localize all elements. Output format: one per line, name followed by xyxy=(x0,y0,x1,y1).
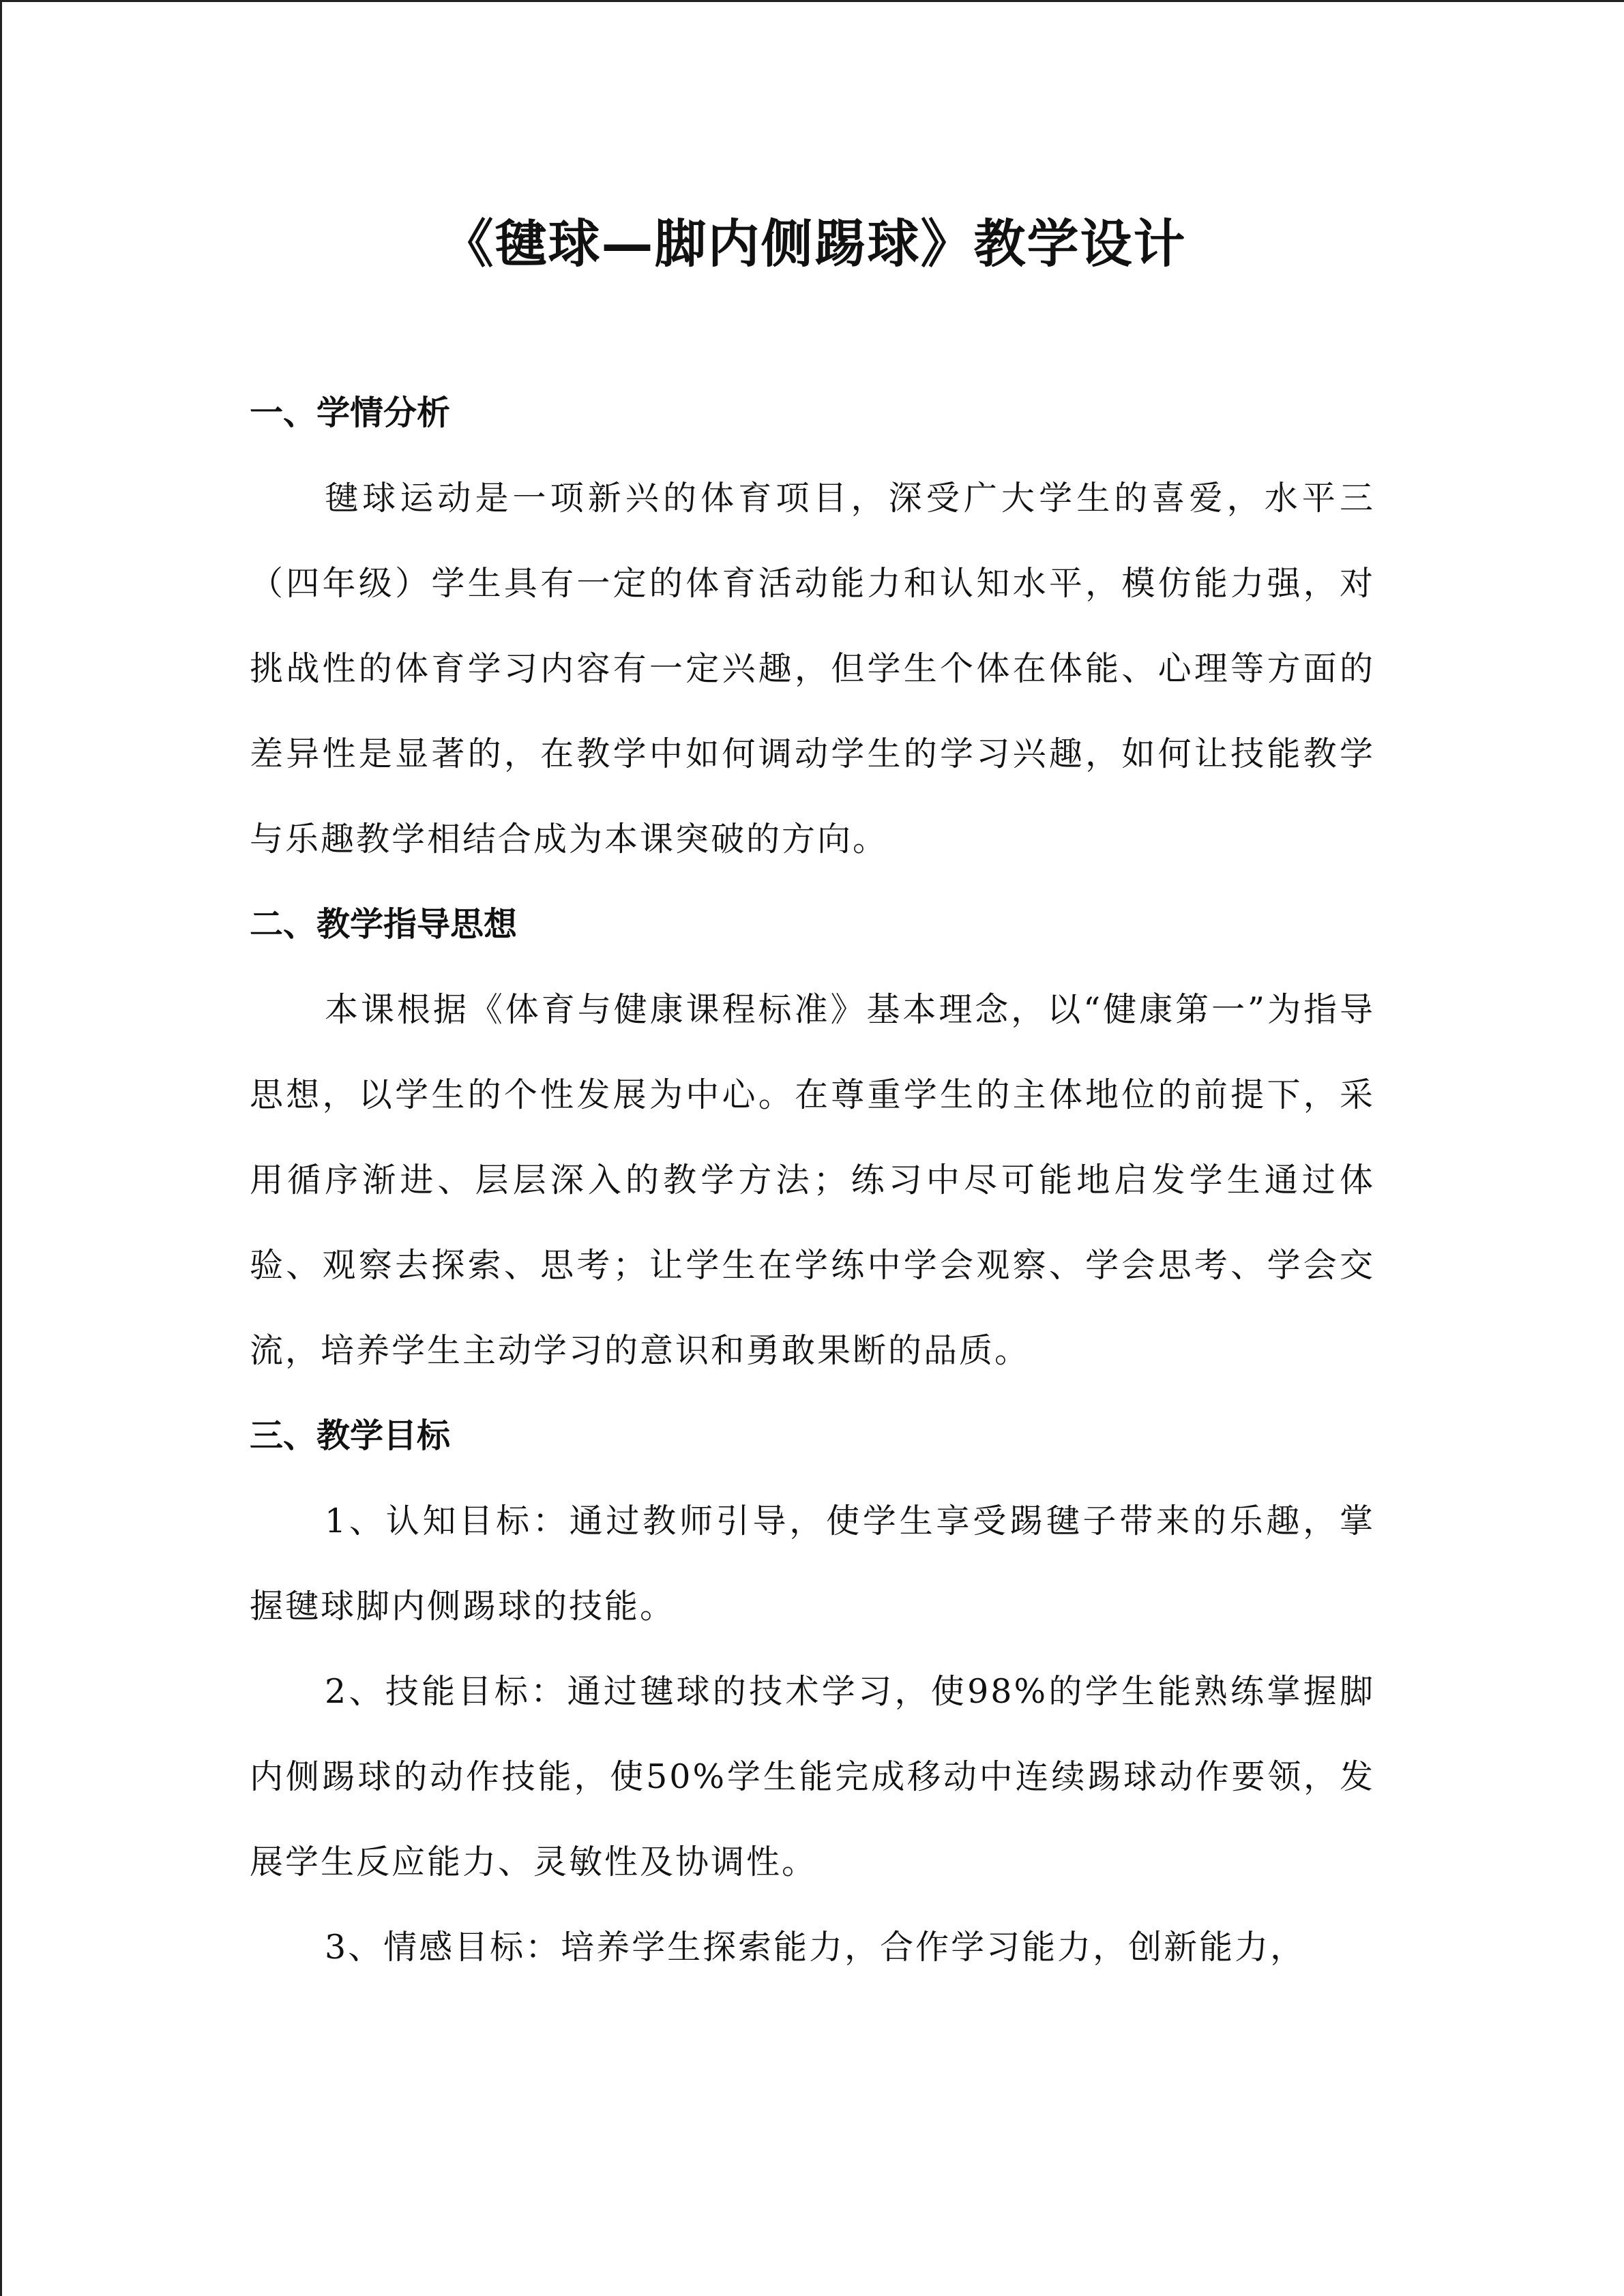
objective-affective: 3、情感目标：培养学生探索能力，合作学习能力，创新能力， xyxy=(325,1928,1306,1967)
section-teaching-objectives xyxy=(250,1393,1375,1990)
objective-cognitive: 1、认知目标：通过教师引导，使学生享受踢毽子带来的乐趣，掌握毽球脚内侧踢球的技能。 xyxy=(250,1502,1375,1626)
document-title: 《毽球—脚内侧踢球》教学设计 xyxy=(441,213,1187,274)
section-heading: 三、教学目标 xyxy=(250,1416,451,1455)
section-paragraph: 毽球运动是一项新兴的体育项目，深受广大学生的喜爱，水平三（四年级）学生具有一定的体育活动能力和认知水平，模仿能力强，对挑战性的体育学习内容有一定兴趣，但学生个体在体能、心理等方面的差异性是显著的，在教学中如何调动学生的学习兴趣，如何让技能教学与乐趣教学相结合成为本课突破的方向。 xyxy=(250,479,1375,859)
objective-skill: 2、技能目标：通过毽球的技术学习，使98%的学生能熟练掌握脚内侧踢球的动作技能，使50%学生能完成移动中连续踢球动作要领，发展学生反应能力、灵敏性及协调性。 xyxy=(250,1672,1375,1881)
section-heading: 二、教学指导思想 xyxy=(250,905,518,944)
section-paragraph: 本课根据《体育与健康课程标准》基本理念，以“健康第一”为指导思想，以学生的个性发展为中心。在尊重学生的主体地位的前提下，采用循序渐进、层层深入的教学方法；练习中尽可能地启发学生通过体验、观察去探索、思考；让学生在学练中学会观察、学会思考、学会交流，培养学生主动学习的意识和勇敢果断的品质。 xyxy=(250,990,1375,1370)
document-body xyxy=(250,370,1375,1990)
section-guiding-ideology xyxy=(250,882,1375,1393)
section-heading: 一、学情分析 xyxy=(250,393,451,432)
section-learner-analysis xyxy=(250,370,1375,882)
